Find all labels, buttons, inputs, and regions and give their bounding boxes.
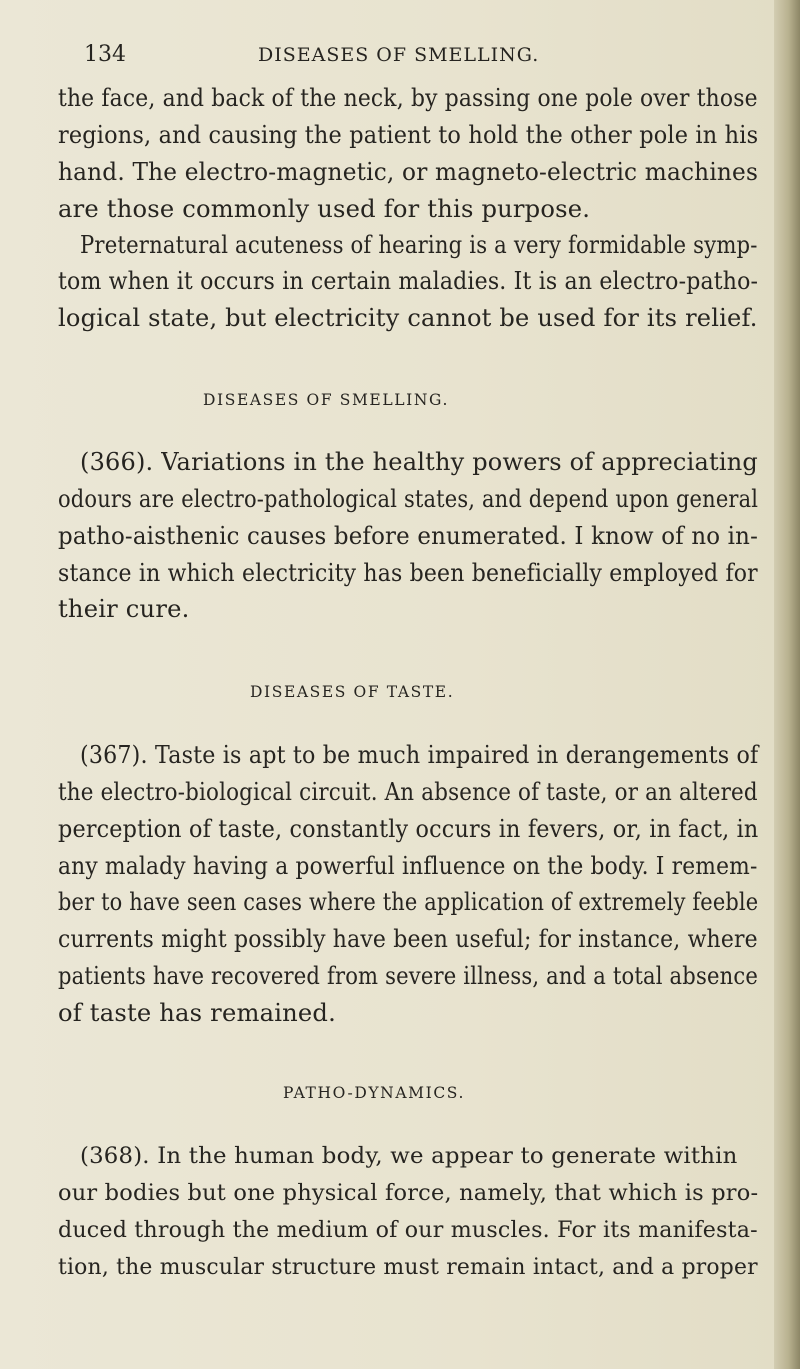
body-line: (368). In the human body, we appear to generate within: [80, 1143, 738, 1169]
body-line: are those commonly used for this purpose.: [58, 195, 591, 223]
body-line: of taste has remained.: [58, 999, 337, 1027]
section-heading: DISEASES OF SMELLING.: [203, 391, 449, 409]
body-line: Preternatural acuteness of hearing is a very formidable symp-: [80, 231, 758, 259]
body-line: duced through the medium of our muscles. For its manifesta-: [58, 1217, 758, 1243]
section-heading: PATHO-DYNAMICS.: [283, 1084, 465, 1102]
body-line: their cure.: [58, 595, 190, 623]
body-line: currents might possibly have been useful; for instance, where: [58, 925, 758, 953]
page-edge-shadow: [774, 0, 800, 1369]
body-line: the electro-biological circuit. An absence of taste, or an altered: [58, 778, 758, 806]
body-line: tion, the muscular structure must remain intact, and a proper: [58, 1254, 758, 1280]
body-line: patho-aisthenic causes before enumerated. I know of no in-: [58, 522, 759, 550]
body-line: hand. The electro-magnetic, or magneto-electric machines: [58, 158, 759, 186]
body-line: odours are electro-pathological states, and depend upon general: [58, 485, 759, 513]
page-number: 134: [84, 42, 126, 67]
body-line: logical state, but electricity cannot be used for its relief.: [58, 304, 758, 332]
body-line: patients have recovered from severe illness, and a total absence: [58, 962, 758, 990]
body-line: (366). Variations in the healthy powers of appreciating: [80, 448, 758, 476]
body-line: tom when it occurs in certain maladies. It is an electro-patho-: [58, 267, 759, 295]
body-line: any malady having a powerful influence on the body. I remem-: [58, 852, 758, 880]
body-line: regions, and causing the patient to hold the other pole in his: [58, 121, 759, 149]
section-heading: DISEASES OF TASTE.: [250, 683, 455, 701]
body-line: stance in which electricity has been beneficially employed for: [58, 559, 758, 587]
body-line: (367). Taste is apt to be much impaired in derangements of: [80, 741, 759, 769]
body-line: our bodies but one physical force, namely, that which is pro-: [58, 1180, 759, 1206]
page-header: [58, 38, 758, 72]
running-head: DISEASES OF SMELLING.: [258, 44, 540, 66]
body-line: perception of taste, constantly occurs in fevers, or, in fact, in: [58, 815, 759, 843]
body-line: the face, and back of the neck, by passing one pole over those: [58, 84, 758, 112]
body-line: ber to have seen cases where the application of extremely feeble: [58, 888, 759, 916]
